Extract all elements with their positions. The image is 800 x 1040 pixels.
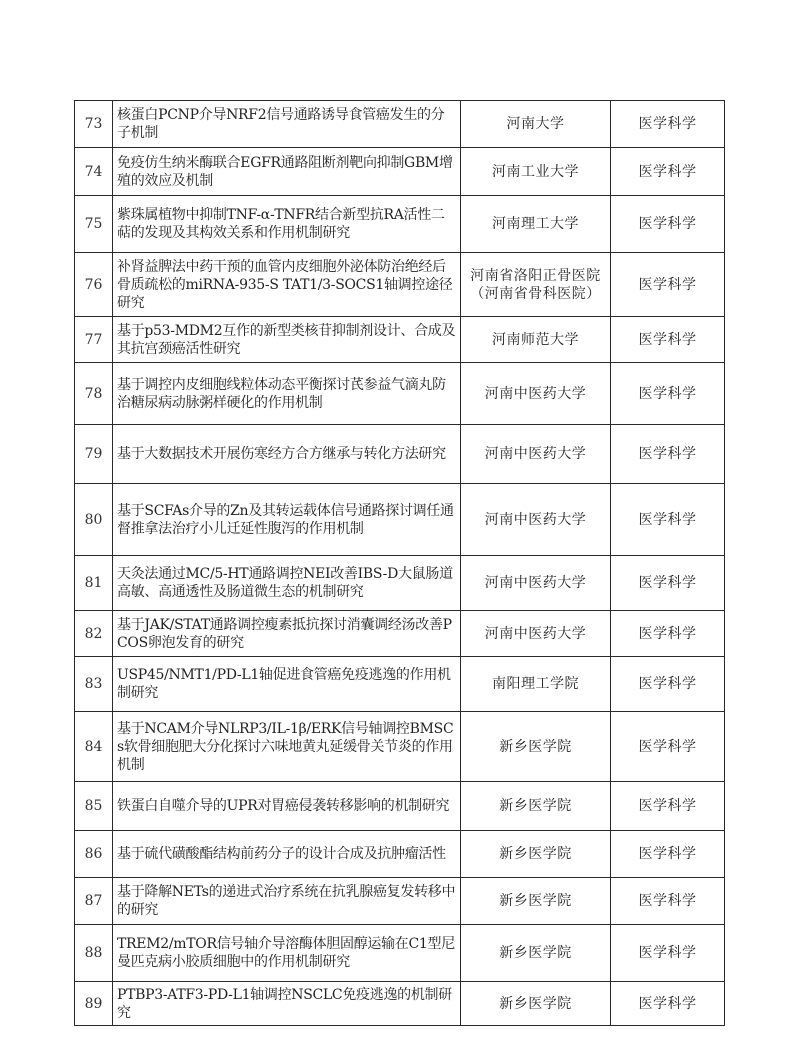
project-title: PTBP3-ATF3-PD-L1轴调控NSCLC免疫逃逸的机制研究	[113, 982, 461, 1026]
row-number: 75	[75, 196, 113, 253]
table-row	[75, 982, 725, 1026]
institution-name: 河南中医药大学	[484, 511, 587, 528]
institution	[461, 484, 611, 556]
table-row	[75, 425, 725, 484]
institution-alias: （河南省骨科医院）	[470, 285, 601, 302]
discipline: 医学科学	[611, 101, 725, 148]
table-row	[75, 484, 725, 556]
row-number: 89	[75, 982, 113, 1026]
discipline: 医学科学	[611, 831, 725, 878]
institution	[461, 101, 611, 148]
project-title: 补肾益脾法中药干预的血管内皮细胞外泌体防治绝经后骨质疏松的miRNA-935-S TAT1/3-SOCS1轴调控途径研究	[113, 253, 461, 317]
institution	[461, 925, 611, 982]
table-row	[75, 556, 725, 611]
table-row	[75, 925, 725, 982]
row-number: 82	[75, 611, 113, 657]
project-title: 基于降解NETs的递进式治疗系统在抗乳腺癌复发转移中的研究	[113, 878, 461, 925]
table-row	[75, 196, 725, 253]
project-title: 基于硫代磺酸酯结构前药分子的设计合成及抗肿瘤活性	[113, 831, 461, 878]
institution-name: 河南中医药大学	[484, 575, 587, 591]
institution-name: 南阳理工学院	[492, 676, 579, 692]
institution	[461, 317, 611, 363]
institution	[461, 556, 611, 611]
institution	[461, 831, 611, 878]
row-number: 74	[75, 148, 113, 196]
project-table	[74, 100, 725, 1026]
institution	[461, 782, 611, 831]
discipline: 医学科学	[611, 425, 725, 484]
project-list-page	[74, 100, 716, 1026]
discipline: 医学科学	[611, 484, 725, 556]
project-title: 基于大数据技术开展伤寒经方合方继承与转化方法研究	[113, 425, 461, 484]
institution-name: 新乡医学院	[499, 846, 572, 862]
institution-name: 河南大学	[506, 116, 565, 132]
discipline: 医学科学	[611, 712, 725, 782]
row-number: 81	[75, 556, 113, 611]
project-title: 免疫仿生纳米酶联合EGFR通路阻断剂靶向抑制GBM增殖的效应及机制	[113, 148, 461, 196]
institution	[461, 253, 611, 317]
institution-name: 河南师范大学	[492, 331, 579, 348]
institution	[461, 196, 611, 253]
project-title: 天灸法通过MC/5-HT通路调控NEI改善IBS-D大鼠肠道高敏、高通透性及肠道微生态的机制研究	[113, 556, 461, 611]
project-title: 基于JAK/STAT通路调控瘦素抵抗探讨消囊调经汤改善PCOS卵泡发育的研究	[113, 611, 461, 657]
institution-name: 河南理工大学	[492, 216, 579, 232]
institution-name: 新乡医学院	[499, 945, 572, 961]
institution-name: 新乡医学院	[499, 738, 572, 755]
discipline: 医学科学	[611, 982, 725, 1026]
institution-name: 新乡医学院	[499, 798, 572, 814]
table-row	[75, 831, 725, 878]
project-title: TREM2/mTOR信号轴介导溶酶体胆固醇运输在C1型尼曼匹克病小胶质细胞中的作用机制研究	[113, 925, 461, 982]
discipline: 医学科学	[611, 782, 725, 831]
row-number: 84	[75, 712, 113, 782]
table-row	[75, 317, 725, 363]
institution-name: 河南中医药大学	[484, 446, 587, 462]
institution-name: 河南中医药大学	[484, 625, 587, 642]
table-row	[75, 148, 725, 196]
project-title: 基于SCFAs介导的Zn及其转运载体信号通路探讨调任通督推拿法治疗小儿迁延性腹泻的作用机制	[113, 484, 461, 556]
row-number: 77	[75, 317, 113, 363]
project-title: 基于NCAM介导NLRP3/IL-1β/ERK信号轴调控BMSCs软骨细胞肥大分化探讨六味地黄丸延缓骨关节炎的作用机制	[113, 712, 461, 782]
discipline: 医学科学	[611, 878, 725, 925]
row-number: 79	[75, 425, 113, 484]
row-number: 73	[75, 101, 113, 148]
institution-name: 新乡医学院	[499, 893, 572, 909]
institution-name: 新乡医学院	[499, 995, 572, 1012]
project-title: 铁蛋白自噬介导的UPR对胃癌侵袭转移影响的机制研究	[113, 782, 461, 831]
institution-name: 河南省洛阳正骨医院	[470, 267, 601, 284]
discipline: 医学科学	[611, 363, 725, 425]
institution	[461, 425, 611, 484]
table-row	[75, 712, 725, 782]
row-number: 80	[75, 484, 113, 556]
project-title: 基于p53-MDM2互作的新型类核苷抑制剂设计、合成及其抗宫颈癌活性研究	[113, 317, 461, 363]
discipline: 医学科学	[611, 657, 725, 712]
table-row	[75, 782, 725, 831]
project-title: 基于调控内皮细胞线粒体动态平衡探讨芪参益气滴丸防治糖尿病动脉粥样硬化的作用机制	[113, 363, 461, 425]
institution	[461, 712, 611, 782]
discipline: 医学科学	[611, 556, 725, 611]
row-number: 76	[75, 253, 113, 317]
institution	[461, 878, 611, 925]
institution	[461, 982, 611, 1026]
institution-name: 河南中医药大学	[484, 385, 587, 402]
discipline: 医学科学	[611, 148, 725, 196]
institution	[461, 363, 611, 425]
table-row	[75, 253, 725, 317]
row-number: 87	[75, 878, 113, 925]
table-row	[75, 611, 725, 657]
project-title: 核蛋白PCNP介导NRF2信号通路诱导食管癌发生的分子机制	[113, 101, 461, 148]
discipline: 医学科学	[611, 611, 725, 657]
row-number: 85	[75, 782, 113, 831]
row-number: 78	[75, 363, 113, 425]
discipline: 医学科学	[611, 317, 725, 363]
table-row	[75, 657, 725, 712]
institution	[461, 611, 611, 657]
project-title: USP45/NMT1/PD-L1轴促进食管癌免疫逃逸的作用机制研究	[113, 657, 461, 712]
institution	[461, 148, 611, 196]
row-number: 86	[75, 831, 113, 878]
discipline: 医学科学	[611, 925, 725, 982]
discipline: 医学科学	[611, 253, 725, 317]
table-row	[75, 101, 725, 148]
institution-name: 河南工业大学	[492, 163, 579, 180]
row-number: 88	[75, 925, 113, 982]
institution	[461, 657, 611, 712]
discipline: 医学科学	[611, 196, 725, 253]
table-row	[75, 363, 725, 425]
project-title: 紫珠属植物中抑制TNF-α-TNFR结合新型抗RA活性二萜的发现及其构效关系和作用机制研究	[113, 196, 461, 253]
table-row	[75, 878, 725, 925]
row-number: 83	[75, 657, 113, 712]
